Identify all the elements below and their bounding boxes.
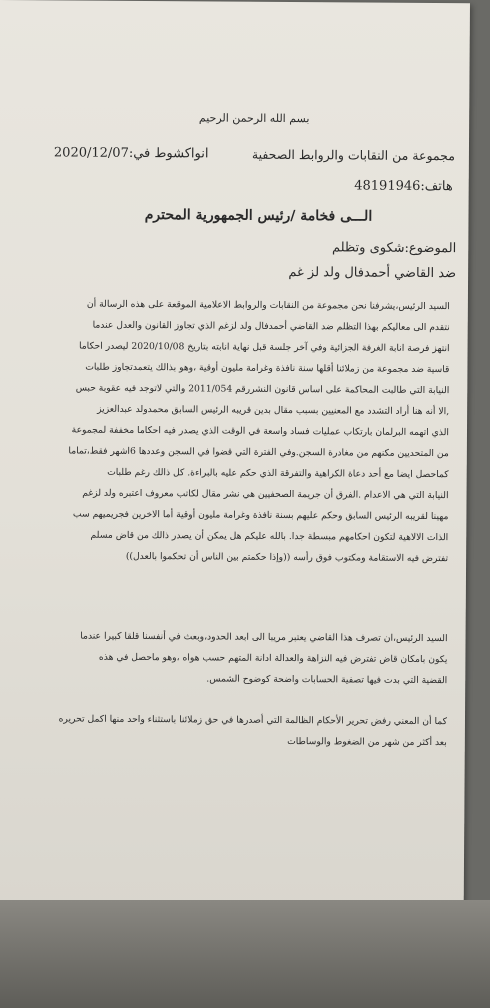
paragraph-line: نتقدم الى معاليكم بهذا التظلم ضد القاضي أحمدفال ولد لزغم الذي تجاوز القانون والعدل عندما bbox=[92, 319, 450, 334]
paragraph-line: الذي اتهمه البرلمان بارتكاب عمليات فساد واسعة في الوقت الذي يصدر فيه احكاما مخففة لمجموعة bbox=[71, 424, 450, 439]
paragraph-line: الذات الالاهية لتكون احكامهم مبسطة جدا. بالله عليكم هل يمكن أن يصدر ذالك من قاض مسلم bbox=[90, 529, 449, 544]
complaint-target-line: ضد القاضي أحمدفال ولد لز غم bbox=[288, 265, 457, 282]
paragraph-line: ,الا أنه هنا أراد التشدد مع المعنيين بسبب مقال بدين قريبه الرئيس السابق محمدولد عبدالعزيز bbox=[97, 403, 450, 418]
bismillah-heading: بسم الله الرحمن الرحيم bbox=[198, 111, 310, 126]
paragraph-line: كماحصل ايضا مع أحد دعاة الكراهية والتفرقة الذي حكم عليه بالبراءة. كل ذالك رغم طلبات bbox=[107, 466, 449, 481]
body-paragraph-2 bbox=[7, 625, 447, 691]
paragraph-line: انتهز فرصة انابة الغرفة الجزائية وفي آخر جلسة قبل نهاية انابته بتاريخ 2020/10/08 ليصدر احكاما bbox=[78, 340, 450, 355]
paragraph-line: النيابة التي هي الاعدام .الفرق أن جريمة الصحفيين هي نشر مقال لكاتب معروف اعتبره ولد لزغم bbox=[82, 487, 449, 502]
paragraph-line: من المتحديين مكنهم من مغادرة السجن.وفي الفترة التي قضوا في السجن وعددها 6اشهر فقط،تماما bbox=[68, 445, 449, 460]
sender-organization: مجموعة من النقابات والروابط الصحفية bbox=[251, 146, 455, 164]
paragraph-line: السيد الرئيس،يشرفنا نحن مجموعة من النقابات والروابط الاعلامية الموقعة على هذه الرسالة أن bbox=[86, 298, 450, 313]
paragraph-line: تفترض فيه الاستقامة ومكتوب فوق رأسه ((وإذا حكمتم بين الناس أن تحكموا بالعدل)) bbox=[125, 550, 449, 565]
body-paragraph-3 bbox=[7, 708, 447, 753]
paragraph-line: يكون بامكان قاض تفترض فيه النزاهة والعدالة ادانة المتهم حسب هواه ،وهو ماحصل في هذه bbox=[98, 651, 448, 666]
paragraph-line: كما أن المعني رفض تحرير الأحكام الظالمة التي أصدرها في حق زملائنا باستثناء واحد منها اكمل تحريره bbox=[58, 713, 448, 728]
paragraph-line: القضية التي بدت فيها تصفية الحسابات واضحة كوضوح الشمس. bbox=[206, 673, 448, 687]
paragraph-line: مهينا لقريبه الرئيس السابق وحكم عليهم بسنة نافذة وغرامة مليون أوقية أما الاخرين فجريميهم سب bbox=[72, 508, 449, 523]
paragraph-line: السيد الرئيس،ان تصرف هذا القاضي يعتبر مريبا الى ابعد الحدود،وبعث في أنفسنا قلقا كبيرا عندما bbox=[80, 630, 448, 645]
paragraph-line: النيابة التي طالبت المحاكمة على اساس قانون النشررقم 2011/054 والتي لاتوجد فيه عقوبة حبس bbox=[75, 382, 450, 397]
paragraph-line: قاسية ضد مجموعة من زملائنا أقلها سنة نافذة وغرامة مليون أوقية ،وهو بذالك يتعمدتجاوز طلبات bbox=[85, 361, 450, 376]
place-and-date: انواكشوط في:2020/12/07 bbox=[53, 145, 209, 162]
subject-line: الموضوع:شكوى وتظلم bbox=[331, 240, 457, 257]
desk-surface bbox=[0, 900, 490, 1008]
body-paragraph-1 bbox=[8, 293, 450, 569]
paragraph-line: بعد أكثر من شهر من الضغوط والوساطات bbox=[287, 736, 447, 749]
phone-number: هاتف:48191946 bbox=[354, 178, 453, 195]
addressee-line: الـــى فخامة /رئيس الجمهورية المحترم bbox=[144, 207, 373, 225]
